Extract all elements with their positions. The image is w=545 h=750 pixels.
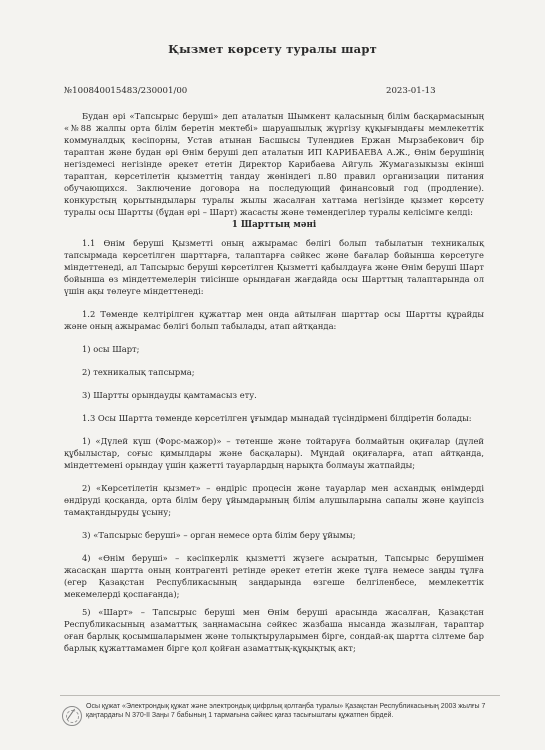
contract-date: 2023-01-13 <box>386 86 436 96</box>
definition-item: 5) «Шарт» – Тапсырыс беруші мен Өнім беруші арасында жасалған, Қазақстан Республикасының азаматтық заңнамасына сәйкес жазбаша нысанда жазылған, тараптар оған барлық қосымшаларымен және толықтыруларымен бірге, сондай-ақ шартта сілтеме бар барлық құжаттамамен бірге қол қойған азаматтық-құқықтық акт; <box>64 607 484 653</box>
list-item: 1) осы Шарт; <box>82 344 140 354</box>
contract-body <box>64 110 484 654</box>
definition-item: 1) «Дүлей күш (Форс-мажор)» – төтенше және тойтаруға болмайтын оқиғалар (дүлей құбылыстар, соғыс қимылдары және басқалары). Мұндай оқиғаларға, атап айтқанда, міндеттемені орындау үшін қажетті тауарлардың нарықта болмауы жатпайды; <box>64 436 484 470</box>
legal-footer-note: Осы құжат «Электрондық құжат және электрондық цифрлық қолтаңба туралы» Қазақстан Республикасының 2003 жылғы 7 қаңтардағы N 370-II Заңы 7 бабының 1 тармағына сәйкес қағаз тасығыштағы құжатпен бірдей. <box>86 703 486 720</box>
e-signature-seal-icon <box>62 706 82 726</box>
definition-item: 2) «Көрсетілетін қызмет» – өндіріс процесін және тауарлар мен асхандық өнімдерді өндіруді қосқанда, орта білім беру ұйымдарының білім алушыларына сапалы және қауіпсіз тамақтандыруды ұсыну; <box>64 483 484 517</box>
preamble-paragraph: Будан әрі «Тапсырыс беруші» деп аталатын Шымкент қаласының білім басқармасының «№88 жалпы орта білім беретін мектебі» шаруашылық жүргізу құқығындағы мемлекеттік коммуналдық кәсіпорны, Устав атынан Басшысы Тулендиев Ержан Мырзабекович бір тараптан және будан әрі Өнім беруші деп аталатын ИП КАРИБАЕВА А.Ж., Өнім берушінің негіздемесі негізінде әрекет ететін Директор Карибаева Айгуль Жумагазыкызы екінші тараптан, көрсетілетін қызметтің тандау жөніндегі п.80 правил организации питания обучающихся. Заключение договора на последующий финансовый год (продление). конкурстың қорытындылары туралы жылы жасалған хаттама негізінде қызмет көрсету туралы осы Шартты (бұдан әрі – Шарт) жасасты және төмендегілер туралы келісімге келді: <box>64 111 484 217</box>
footer <box>60 695 500 741</box>
definition-item: 3) «Тапсырыс беруші» – орган немесе орта білім беру ұйымы; <box>82 530 356 540</box>
clause-1-3: 1.3 Осы Шартта төменде көрсетілген ұғымдар мынадай түсіндірмені білдіретін болады: <box>82 413 472 423</box>
list-item: 2) техникалық тапсырма; <box>82 367 195 377</box>
list-item: 3) Шартты орындауды қамтамасыз ету. <box>82 390 257 400</box>
contract-number: №100840015483/230001/00 <box>64 86 188 96</box>
section-heading: 1 Шарттың мәні <box>231 220 317 230</box>
document-title: Қызмет көрсету туралы шарт <box>168 42 377 56</box>
definition-item: 4) «Өнім беруші» – кәсіпкерлік қызметті жүзеге асыратын, Тапсырыс берушімен жасасқан шартта оның контрагенті ретінде әрекет ететін жеке тұлға немесе заңды тұлға (егер Қазақстан Республикасының заңдарында өзгеше белгіленбесе, мемлекеттік мекемелерді қоспағанда); <box>64 553 484 599</box>
clause-1-1: 1.1 Өнім беруші Қызметті оның ажырамас бөлігі болып табылатын техникалық тапсырмада көрсетілген шарттарға, талаптарға сәйкес және бағалар бойынша көрсетуге міндеттенеді, ал Тапсырыс беруші көрсетілген Қызметті қабылдауға және Өнім беруші Шарт бойынша өз міндеттемелерін тиісінше орындаған жағдайда осы Шарттың талаптарында ол үшін ақы төлеуге міндеттенеді: <box>64 238 484 296</box>
clause-1-2: 1.2 Төменде келтірілген құжаттар мен онда айтылған шарттар осы Шартты құрайды және оның ажырамас бөлігі болып табылады, атап айтқанда: <box>64 309 484 331</box>
